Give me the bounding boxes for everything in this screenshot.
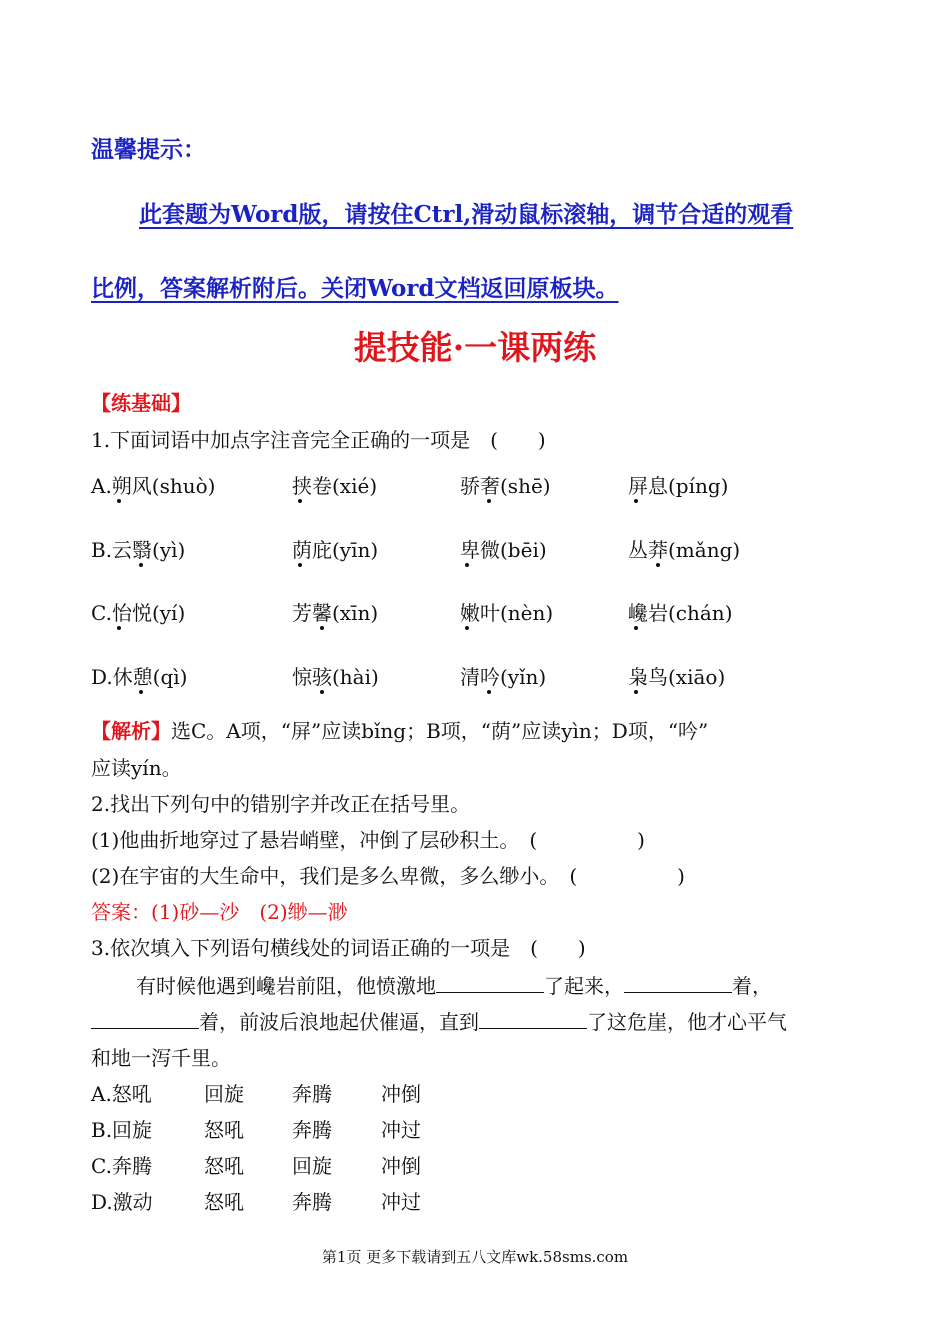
q3-option-c-4: 冲倒 xyxy=(381,1154,421,1178)
q1-option-a-1: A.朔风(shuò) xyxy=(91,474,216,498)
blank-4 xyxy=(479,1008,587,1029)
emphasis-dot xyxy=(298,499,302,503)
q3-option-b-3: 奔腾 xyxy=(292,1118,332,1142)
emphasis-dot xyxy=(117,626,121,630)
blank-2 xyxy=(624,972,732,993)
q3-passage-line-3: 和地一泻千里。 xyxy=(91,1046,231,1070)
q1-option-c-3: 嫩叶(nèn) xyxy=(460,601,554,625)
page-title: 提技能·一课两练 xyxy=(353,328,597,367)
q1-option-c-2: 芳馨(xīn) xyxy=(292,601,379,625)
q2-sentence-1: (1)他曲折地穿过了悬岩峭壁，冲倒了层砂积土。 ( ) xyxy=(91,828,645,852)
q1-option-b-3: 卑微(bēi) xyxy=(460,538,547,562)
passage-text: 了这危崖，他才心平气 xyxy=(587,1010,787,1034)
q1-option-a-4: 屏息(píng) xyxy=(628,474,729,498)
passage-text: 有时候他遇到巉岩前阻，他愤激地 xyxy=(136,974,436,998)
analysis-text-2: 应读yín。 xyxy=(91,756,182,780)
q1-option-a-2: 挟卷(xié) xyxy=(292,474,378,498)
q3-option-a-3: 奔腾 xyxy=(292,1082,332,1106)
emphasis-dot xyxy=(487,690,491,694)
q3-passage-line-2 xyxy=(91,1006,787,1035)
q1-analysis xyxy=(91,715,708,744)
q1-stem: 1.下面词语中加点字注音完全正确的一项是 ( ) xyxy=(91,428,546,452)
emphasis-dot xyxy=(656,563,660,567)
emphasis-dot xyxy=(465,626,469,630)
tip-line-1: 此套题为Word版，请按住Ctrl,滑动鼠标滚轴，调节合适的观看 xyxy=(139,201,794,228)
q3-option-d-1: D.激动 xyxy=(91,1190,153,1214)
emphasis-dot xyxy=(634,626,638,630)
q3-option-d-2: 怒吼 xyxy=(204,1190,244,1214)
blank-3 xyxy=(91,1008,199,1029)
passage-text: 着， xyxy=(732,974,772,998)
emphasis-dot xyxy=(117,499,121,503)
q1-option-d-1: D.休憩(qì) xyxy=(91,665,188,689)
emphasis-dot xyxy=(139,563,143,567)
q3-stem: 3.依次填入下列语句横线处的词语正确的一项是 ( ) xyxy=(91,936,586,960)
passage-text: 了起来， xyxy=(544,974,624,998)
q3-option-c-3: 回旋 xyxy=(292,1154,332,1178)
q3-option-b-1: B.回旋 xyxy=(91,1118,153,1142)
emphasis-dot xyxy=(298,563,302,567)
q2-stem: 2.找出下列句中的错别字并改正在括号里。 xyxy=(91,792,471,816)
q3-passage-line-1 xyxy=(136,970,772,999)
tip-line-2: 比例，答案解析附后。关闭Word文档返回原板块。 xyxy=(91,275,619,302)
q3-option-a-4: 冲倒 xyxy=(381,1082,421,1106)
q1-option-d-3: 清吟(yǐn) xyxy=(460,665,547,689)
q1-option-d-4: 枭鸟(xiāo) xyxy=(628,665,726,689)
q3-option-a-2: 回旋 xyxy=(204,1082,244,1106)
emphasis-dot xyxy=(320,690,324,694)
tip-title: 温馨提示： xyxy=(91,136,206,163)
blank-1 xyxy=(436,972,544,993)
emphasis-dot xyxy=(634,499,638,503)
q3-option-c-1: C.奔腾 xyxy=(91,1154,152,1178)
q1-option-c-1: C.怡悦(yí) xyxy=(91,601,186,625)
q3-option-c-2: 怒吼 xyxy=(204,1154,244,1178)
q1-option-b-1: B.云翳(yì) xyxy=(91,538,186,562)
passage-text: 着，前波后浪地起伏催逼，直到 xyxy=(199,1010,479,1034)
analysis-tag: 【解析】 xyxy=(91,719,171,743)
q1-option-b-2: 荫庇(yīn) xyxy=(292,538,379,562)
emphasis-dot xyxy=(139,690,143,694)
q3-option-d-4: 冲过 xyxy=(381,1190,421,1214)
q3-option-b-2: 怒吼 xyxy=(204,1118,244,1142)
section-label: 【练基础】 xyxy=(91,391,191,415)
emphasis-dot xyxy=(465,563,469,567)
q3-option-a-1: A.怒吼 xyxy=(91,1082,152,1106)
q2-sentence-2: (2)在宇宙的大生命中，我们是多么卑微，多么缈小。 ( ) xyxy=(91,864,685,888)
q3-option-b-4: 冲过 xyxy=(381,1118,421,1142)
q3-option-d-3: 奔腾 xyxy=(292,1190,332,1214)
q1-option-a-3: 骄奢(shē) xyxy=(460,474,551,498)
q1-option-b-4: 丛莽(mǎng) xyxy=(628,538,741,562)
q2-answer: 答案：(1)砂—沙 (2)缈—渺 xyxy=(91,900,348,924)
page-footer: 第1页 更多下载请到五八文库wk.58sms.com xyxy=(321,1248,629,1266)
emphasis-dot xyxy=(320,626,324,630)
q1-option-c-4: 巉岩(chán) xyxy=(628,601,733,625)
emphasis-dot xyxy=(634,690,638,694)
emphasis-dot xyxy=(487,499,491,503)
analysis-text-1: 选C。A项，“屏”应读bǐng；B项，“荫”应读yìn；D项，“吟” xyxy=(171,719,709,743)
q1-option-d-2: 惊骇(hài) xyxy=(292,665,379,689)
